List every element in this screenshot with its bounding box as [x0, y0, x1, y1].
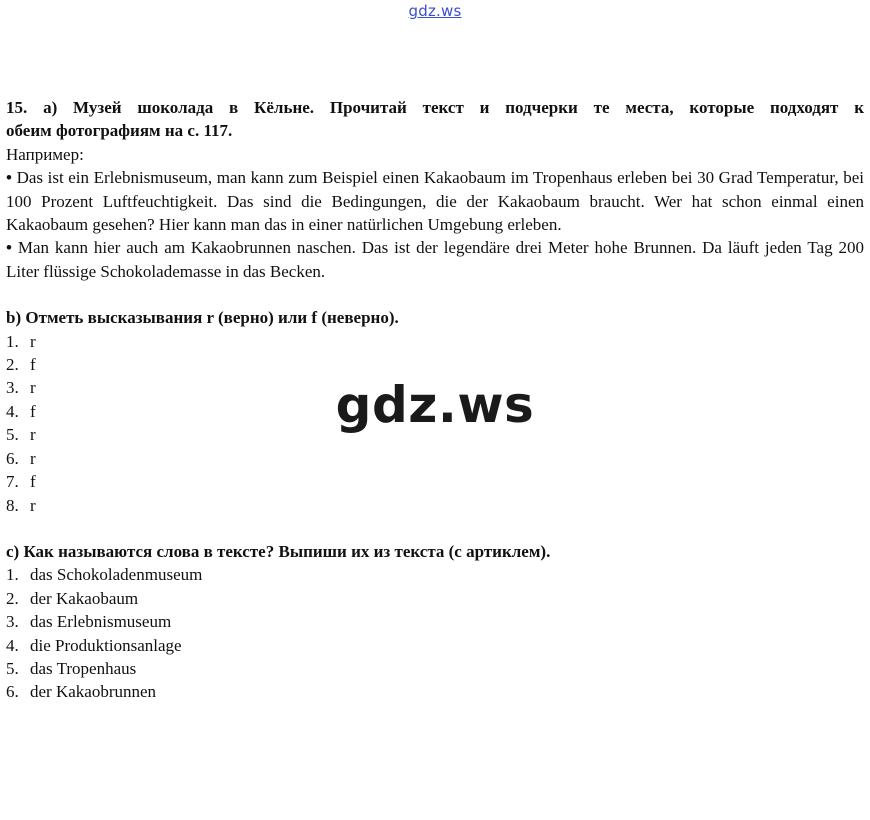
item-number: 2.: [6, 355, 19, 375]
item-text: das Erlebnismuseum: [30, 612, 172, 632]
task-title-line1: 15. a) Музей шоколада в Кёльне. Прочитай текст и подчерки те места, которые подходят к: [6, 98, 864, 117]
list-item: [6, 494, 864, 517]
top-watermark: gdz.ws: [408, 2, 462, 20]
item-number: 7.: [6, 472, 19, 492]
item-number: 2.: [6, 588, 19, 608]
list-item: [6, 657, 864, 680]
part-b-heading: b) Отметь высказывания r (верно) или f (неверно).: [6, 308, 399, 328]
bullet-paragraph-1: [6, 166, 864, 236]
item-number: 6.: [6, 448, 19, 468]
list-item: [6, 587, 864, 610]
bullet-text-2: Man kann hier auch am Kakaobrunnen naschen. Das ist der legendäre drei Meter hohe Brunnen. Da läuft jeden Tag 200 Liter flüssige Schokolademasse in das Becken.: [6, 238, 864, 281]
item-text: das Tropenhaus: [30, 658, 137, 678]
list-item: [6, 470, 864, 493]
spacer: [6, 283, 864, 306]
part-c-heading: c) Как называются слова в тексте? Выпиши их из текста (с артиклем).: [6, 541, 551, 561]
list-item: [6, 634, 864, 657]
item-text: r: [30, 448, 36, 468]
list-item: [6, 680, 864, 703]
spacer: [6, 517, 864, 540]
center-watermark: gdz.ws: [335, 376, 535, 434]
item-number: 1.: [6, 331, 19, 351]
item-text: der Kakaobrunnen: [30, 682, 157, 702]
item-text: r: [30, 331, 36, 351]
bullet-icon: •: [6, 168, 12, 188]
list-item: [6, 447, 864, 470]
item-number: 4.: [6, 401, 19, 421]
item-text: der Kakaobaum: [30, 588, 139, 608]
bullet-text-1: Das ist ein Erlebnismuseum, man kann zum Beispiel einen Kakaobaum im Tropenhaus erleben bei 30 Grad Temperatur, bei 100 Prozent Luftfeuchtigkeit. Das sind die Bedingungen, die der Kakaobaum braucht. Wer hat schon einmal einen Kakaobaum gesehen? Hier kann man das in einer natürlichen Umgebung erleben.: [6, 168, 864, 235]
item-text: das Schokoladenmuseum: [30, 565, 203, 585]
item-number: 4.: [6, 635, 19, 655]
item-number: 5.: [6, 425, 19, 445]
item-text: r: [30, 378, 36, 398]
list-item: [6, 563, 864, 586]
part-c-list: [6, 563, 864, 703]
bullet-paragraph-2: [6, 236, 864, 283]
item-text: f: [30, 355, 36, 375]
item-number: 6.: [6, 682, 19, 702]
example-label: Например:: [6, 144, 84, 164]
item-text: f: [30, 401, 36, 421]
item-number: 8.: [6, 495, 19, 515]
item-number: 1.: [6, 565, 19, 585]
item-text: r: [30, 425, 36, 445]
item-number: 3.: [6, 612, 19, 632]
item-text: f: [30, 472, 36, 492]
list-item: [6, 353, 864, 376]
item-number: 5.: [6, 658, 19, 678]
item-text: r: [30, 495, 36, 515]
task-title-line2: обеим фотографиям на с. 117.: [6, 121, 233, 141]
item-text: die Produktionsanlage: [30, 635, 182, 655]
list-item: [6, 610, 864, 633]
item-number: 3.: [6, 378, 19, 398]
list-item: [6, 330, 864, 353]
bullet-icon: •: [6, 238, 12, 258]
